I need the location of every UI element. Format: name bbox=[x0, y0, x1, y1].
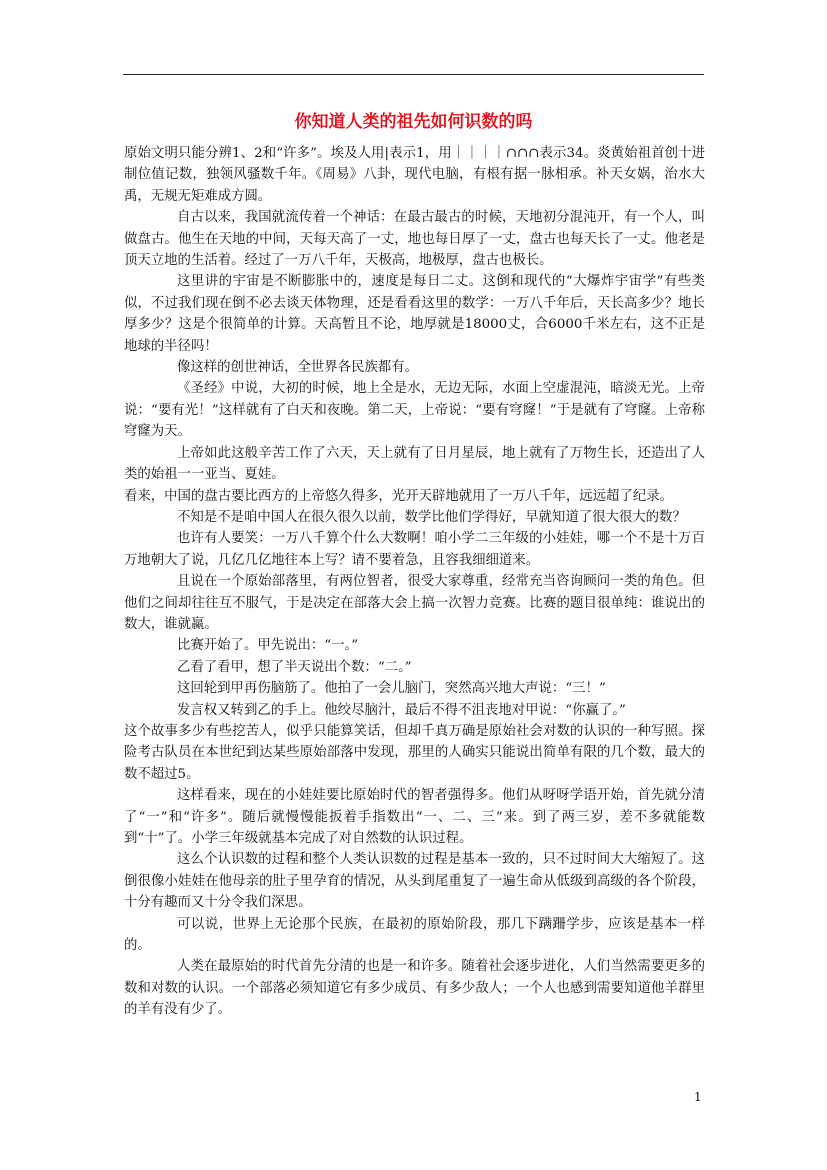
paragraph: 《圣经》中说，大初的时候，地上全是水，无边无际，水面上空虚混沌，暗淡无光。上帝说：“要有光！”这样就有了白天和夜晚。第二天，上帝说：“要有穹窿！”于是就有了穹窿。上帝称穹窿为天。 bbox=[124, 381, 705, 440]
paragraph: 这样看来，现在的小娃娃要比原始时代的智者强得多。他们从呀呀学语开始，首先就分清了“一”和“许多”。随后就慢慢能扳着手指数出“一、二、三”来。到了两三岁，差不多就能数到“十”了。小学三年级就基本完成了对自然数的认识过程。 bbox=[124, 788, 705, 846]
paragraph: 这么个认识数的过程和整个人类认识数的过程是基本一致的，只不过时间大大缩短了。这倒很像小娃娃在他母亲的肚子里孕育的情况，从头到尾重复了一遍生命从低级到高级的各个阶段，十分有趣而又十分令我们深思。 bbox=[124, 852, 705, 911]
paragraph: 这回轮到甲再伤脑筋了。他拍了一会儿脑门，突然高兴地大声说：“三！” bbox=[177, 681, 606, 697]
paragraph: 这里讲的宇宙是不断膨胀中的，速度是每日二丈。这倒和现代的“大爆炸宇宙学”有些类似，不过我们现在倒不必去谈天体物理，还是看看这里的数学：一万八千年后，天长高多少？地长厚多少？这是个很简单的计算。天高暂且不论，地厚就是18000丈，合6000千米左右，这不正是地球的半径吗！ bbox=[124, 274, 705, 354]
paragraph: 发言权又转到乙的手上。他绞尽脑汁，最后不得不沮丧地对甲说：“你赢了。” bbox=[177, 702, 626, 718]
paragraph: 乙看了看甲，想了半天说出个数：“二。” bbox=[177, 659, 412, 675]
page-number: 1 bbox=[694, 1090, 702, 1104]
paragraph: 自古以来，我国就流传着一个神话：在最古最古的时候，天地初分混沌开，有一个人，叫做盘古。他生在天地的中间，天每天高了一丈，地也每日厚了一丈，盘古也每天长了一丈。他老是顶天立地的生活着。经过了一万八千年，天极高，地极厚，盘古也极长。 bbox=[124, 210, 705, 269]
paragraph: 上帝如此这般辛苦工作了六天，天上就有了日月星辰，地上就有了万物生长，还造出了人类的始祖一一亚当、夏娃。 bbox=[124, 445, 705, 483]
paragraph: 比赛开始了。甲先说出：“一。” bbox=[177, 638, 359, 654]
paragraph: 不知是不是咱中国人在很久很久以前，数学比他们学得好，早就知道了很大很大的数？ bbox=[177, 509, 686, 525]
paragraph: 且说在一个原始部落里，有两位智者，很受大家尊重，经常充当咨询顾问一类的角色。但他们之间却往往互不服气，于是决定在部落大会上搞一次智力竞赛。比赛的题目很单纯：谁说出的数大，谁就赢。 bbox=[124, 574, 705, 632]
header-rule bbox=[123, 74, 704, 75]
paragraph: 像这样的创世神话，全世界各民族都有。 bbox=[177, 360, 419, 376]
article-title: 你知道人类的祖先如何识数的吗 bbox=[294, 112, 533, 132]
paragraph: 这个故事多少有些挖苦人，似乎只能算笑话，但却千真万确是原始社会对数的认识的一种写照。探险考古队员在本世纪到达某些原始部落中发现，那里的人确实只能说出简单有限的几个数，最大的数不超过5。 bbox=[124, 723, 705, 782]
paragraph: 可以说，世界上无论那个民族，在最初的原始阶段，那几下蹒跚学步，应该是基本一样的。 bbox=[124, 916, 705, 954]
paragraph: 人类在最原始的时代首先分清的也是一和许多。随着社会逐步进化，人们当然需要更多的数和对数的认识。一个部落必须知道它有多少成员、有多少敌人；一个人也感到需要知道他羊群里的羊有没有少了。 bbox=[124, 959, 705, 1018]
paragraph: 也许有人要笑：一万八千算个什么大数啊！咱小学二三年级的小娃娃，哪一个不是十万百万地朝大了说，几亿几亿地往本上写？请不要着急，且容我细细道来。 bbox=[124, 531, 705, 568]
paragraph: 原始文明只能分辨1、2和“许多”。埃及人用|表示1，用｜｜｜｜∩∩∩表示34。炎黄始祖首创十进制位值记数，独领风骚数千年。《周易》八卦，现代电脑，有根有据一脉相承。补天女娲，治水大禹，无规无矩难成方圆。 bbox=[124, 146, 705, 204]
article-body bbox=[124, 143, 705, 1021]
paragraph: 看来，中国的盘古要比西方的上帝悠久得多，光开天辟地就用了一万八千年，远远超了纪录。 bbox=[124, 488, 674, 504]
